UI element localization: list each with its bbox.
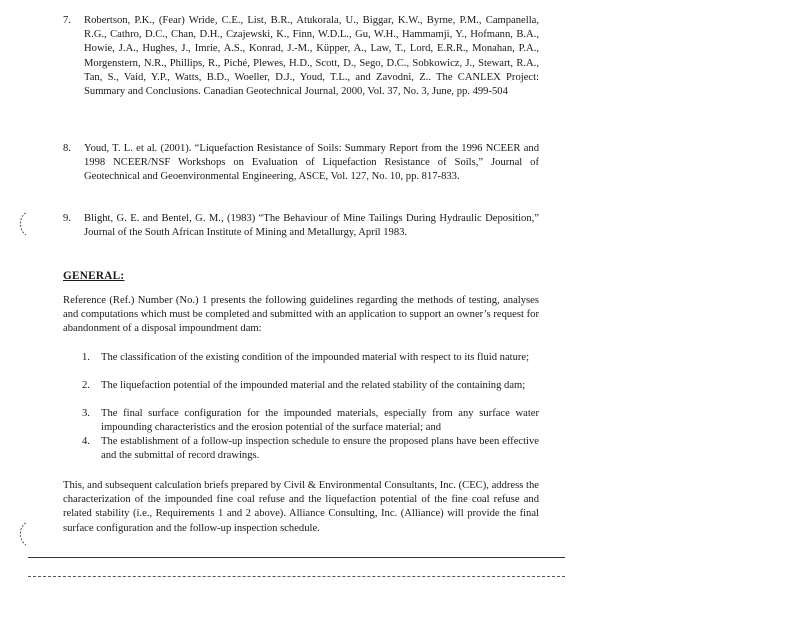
reference-item bbox=[63, 212, 539, 240]
reference-number: 8. bbox=[63, 143, 71, 154]
guideline-text: The classification of the existing condition of the impounded material with respect to its fluid nature; bbox=[101, 352, 530, 363]
intro-paragraph: Reference (Ref.) Number (No.) 1 presents the following guidelines regarding the methods of testing, analyses and computations which must be completed and submitted with an application to support an owner’s request for abandonment of a disposal impoundment dam: bbox=[63, 295, 539, 335]
binding-hole-mark bbox=[16, 210, 30, 238]
closing-paragraph: This, and subsequent calculation briefs prepared by Civil & Environmental Consultants, Inc. (CEC), address the characterization of the impounded fine coal refuse and the liquefaction potential of the fine coal refuse and related stability (i.e., Requirements 1 and 2 above). Alliance Consulting, Inc. (Alliance) will provide the final surface configuration and the follow-up inspection schedule. bbox=[63, 480, 539, 534]
reference-item bbox=[63, 142, 539, 185]
reference-text: Robertson, P.K., (Fear) Wride, C.E., List, B.R., Atukorala, U., Biggar, K.W., Byrne, P.M., Campanella, R.G., Cathro, D.C., Chan, D.H., Czajewski, K., Finn, W.D.L., Gu, W.H., Hammamji, Y., Hofmann, B.A., Howie, J.A., Hughes, J., Imrie, A.S., Konrad, J.-M., Küpper, A., Law, T., Lord, E.R.R., Monahan, P.A., Morgenstern, N.R., Phillips, R., Piché, Plewes, H.D., Scott, D., Sego, D.C., Sobkowicz, J., Stewart, R.A., Tan, S., Vaid, Y.P., Watts, B.D., Woeller, D.J., Youd, T.L., and Zavodni, Z.. The CANLEX Project: Summary and Conclusions. Canadian Geotechnical Journal, 2000, Vol. 37, No. 3, June, pp. 499-504 bbox=[84, 15, 539, 98]
guideline-item bbox=[82, 435, 539, 463]
guideline-text: The establishment of a follow-up inspection schedule to ensure the proposed plans have been effective and the submittal of record drawings. bbox=[101, 436, 539, 462]
guideline-text: The final surface configuration for the impounded materials, especially from any surface water impounding characteristics and the erosion potential of the surface material; and bbox=[101, 408, 539, 434]
guideline-number: 3. bbox=[82, 408, 90, 419]
binding-hole-mark bbox=[16, 520, 30, 548]
guideline-number: 4. bbox=[82, 436, 90, 447]
reference-item bbox=[63, 14, 539, 99]
reference-number: 7. bbox=[63, 15, 71, 26]
footer-rule bbox=[28, 557, 565, 558]
reference-text: Blight, G. E. and Bentel, G. M., (1983) “The Behaviour of Mine Tailings During Hydraulic Deposition,” Journal of the South African Institute of Mining and Metallurgy, April 1983. bbox=[84, 213, 539, 239]
guideline-number: 1. bbox=[82, 352, 90, 363]
guideline-text: The liquefaction potential of the impounded material and the related stability of the containing dam; bbox=[101, 380, 526, 391]
guideline-number: 2. bbox=[82, 380, 90, 391]
guideline-item bbox=[82, 407, 539, 435]
guideline-item bbox=[82, 351, 539, 365]
footer-rule-lower bbox=[28, 576, 565, 577]
guideline-item bbox=[82, 379, 539, 393]
section-heading: GENERAL: bbox=[63, 270, 125, 282]
reference-number: 9. bbox=[63, 213, 71, 224]
reference-text: Youd, T. L. et al. (2001). “Liquefaction Resistance of Soils: Summary Report from the 1996 NCEER and 1998 NCEER/NSF Workshops on Evaluation of Liquefaction Resistance of Soils,” Journal of Geotechnical and Geoenvironmental Engineering, ASCE, Vol. 127, No. 10, pp. 817-833. bbox=[84, 143, 539, 183]
